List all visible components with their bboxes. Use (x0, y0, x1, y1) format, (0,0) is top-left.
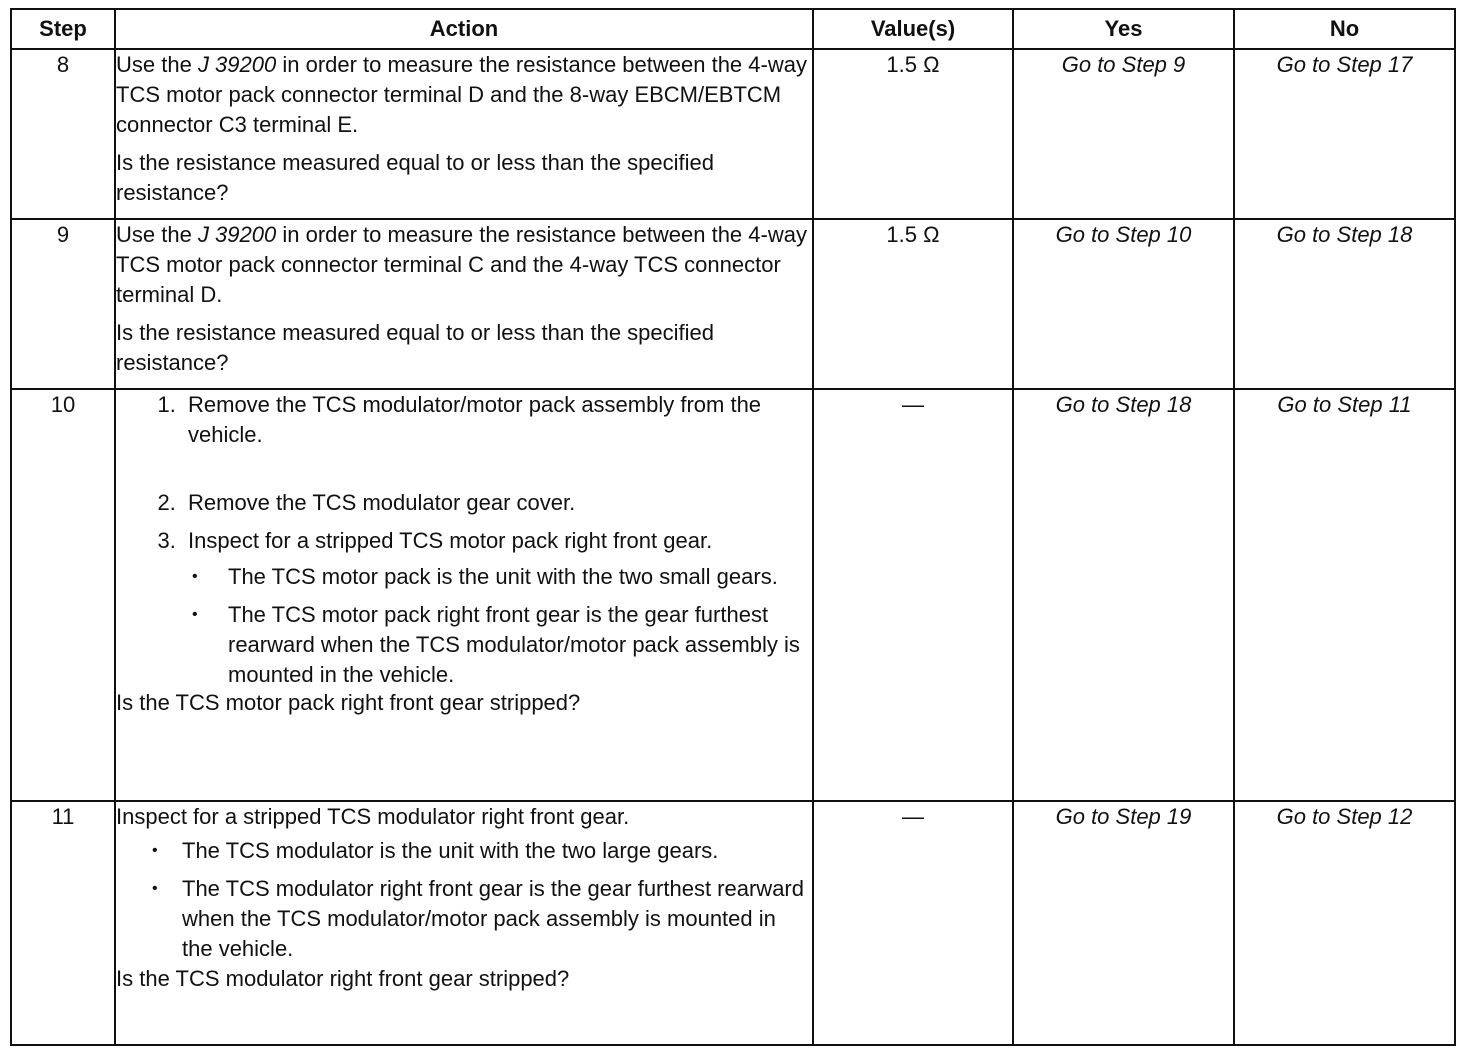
header-values: Value(s) (813, 9, 1013, 49)
bullet-item: • The TCS modulator is the unit with the two large gears. (182, 836, 812, 866)
yes-go-to-link[interactable]: Go to Step 19 (1013, 801, 1234, 1045)
bullet-item: • The TCS motor pack is the unit with the two small gears. (222, 562, 812, 592)
action-text: Use the J 39200 in order to measure the resistance between the 4-way TCS motor pack connector terminal C and the 4-way TCS connector terminal D. (116, 222, 807, 307)
header-yes: Yes (1013, 9, 1234, 49)
header-action: Action (115, 9, 813, 49)
bullet-item: • The TCS motor pack right front gear is the gear furthest rearward when the TCS modulator/motor pack assembly is mounted in the vehicle. (222, 600, 812, 690)
action-question: Is the TCS motor pack right front gear stripped? (116, 690, 581, 715)
action-cell (115, 389, 813, 801)
step-number: 10 (11, 389, 115, 801)
list-item: 2. Remove the TCS modulator gear cover. (182, 488, 812, 518)
no-go-to-link[interactable]: Go to Step 17 (1234, 49, 1455, 219)
value-cell: — (813, 389, 1013, 801)
step-number: 8 (11, 49, 115, 219)
list-item: 3. Inspect for a stripped TCS motor pack right front gear. • The TCS motor pack is the unit with the two small gears. • The TCS motor pack right front gear is the gear furthest rearward when the TCS modulator/motor pack assembly is mounted in the vehicle. (182, 526, 812, 690)
no-go-to-link[interactable]: Go to Step 11 (1234, 389, 1455, 801)
bullet-item: • The TCS modulator right front gear is the gear furthest rearward when the TCS modulator/motor pack assembly is mounted in the vehicle. (182, 874, 812, 964)
tool-name: J 39200 (197, 52, 277, 77)
bullet-list (188, 562, 812, 690)
list-item: 1. Remove the TCS modulator/motor pack assembly from the vehicle. (182, 390, 812, 450)
diagnostic-table (10, 8, 1456, 1046)
action-text: Use the J 39200 in order to measure the resistance between the 4-way TCS motor pack connector terminal D and the 8-way EBCM/EBTCM connector C3 terminal E. (116, 52, 807, 137)
table-row-step-8 (11, 49, 1455, 219)
action-question: Is the resistance measured equal to or less than the specified resistance? (116, 320, 715, 375)
action-question: Is the TCS modulator right front gear stripped? (116, 966, 570, 991)
yes-go-to-link[interactable]: Go to Step 9 (1013, 49, 1234, 219)
no-go-to-link[interactable]: Go to Step 12 (1234, 801, 1455, 1045)
action-cell (115, 49, 813, 219)
table-row-step-10 (11, 389, 1455, 801)
value-cell: — (813, 801, 1013, 1045)
no-go-to-link[interactable]: Go to Step 18 (1234, 219, 1455, 389)
header-no: No (1234, 9, 1455, 49)
action-cell (115, 801, 813, 1045)
value-cell: 1.5 Ω (813, 49, 1013, 219)
header-step: Step (11, 9, 115, 49)
numbered-steps (116, 390, 812, 690)
yes-go-to-link[interactable]: Go to Step 18 (1013, 389, 1234, 801)
action-cell (115, 219, 813, 389)
bullet-list (116, 836, 812, 964)
value-cell: 1.5 Ω (813, 219, 1013, 389)
action-question: Is the resistance measured equal to or less than the specified resistance? (116, 150, 715, 205)
table-row-step-11 (11, 801, 1455, 1045)
step-number: 9 (11, 219, 115, 389)
table-row-step-9 (11, 219, 1455, 389)
action-intro: Inspect for a stripped TCS modulator right front gear. (116, 804, 630, 829)
step-number: 11 (11, 801, 115, 1045)
header-row (11, 9, 1455, 49)
yes-go-to-link[interactable]: Go to Step 10 (1013, 219, 1234, 389)
tool-name: J 39200 (197, 222, 277, 247)
